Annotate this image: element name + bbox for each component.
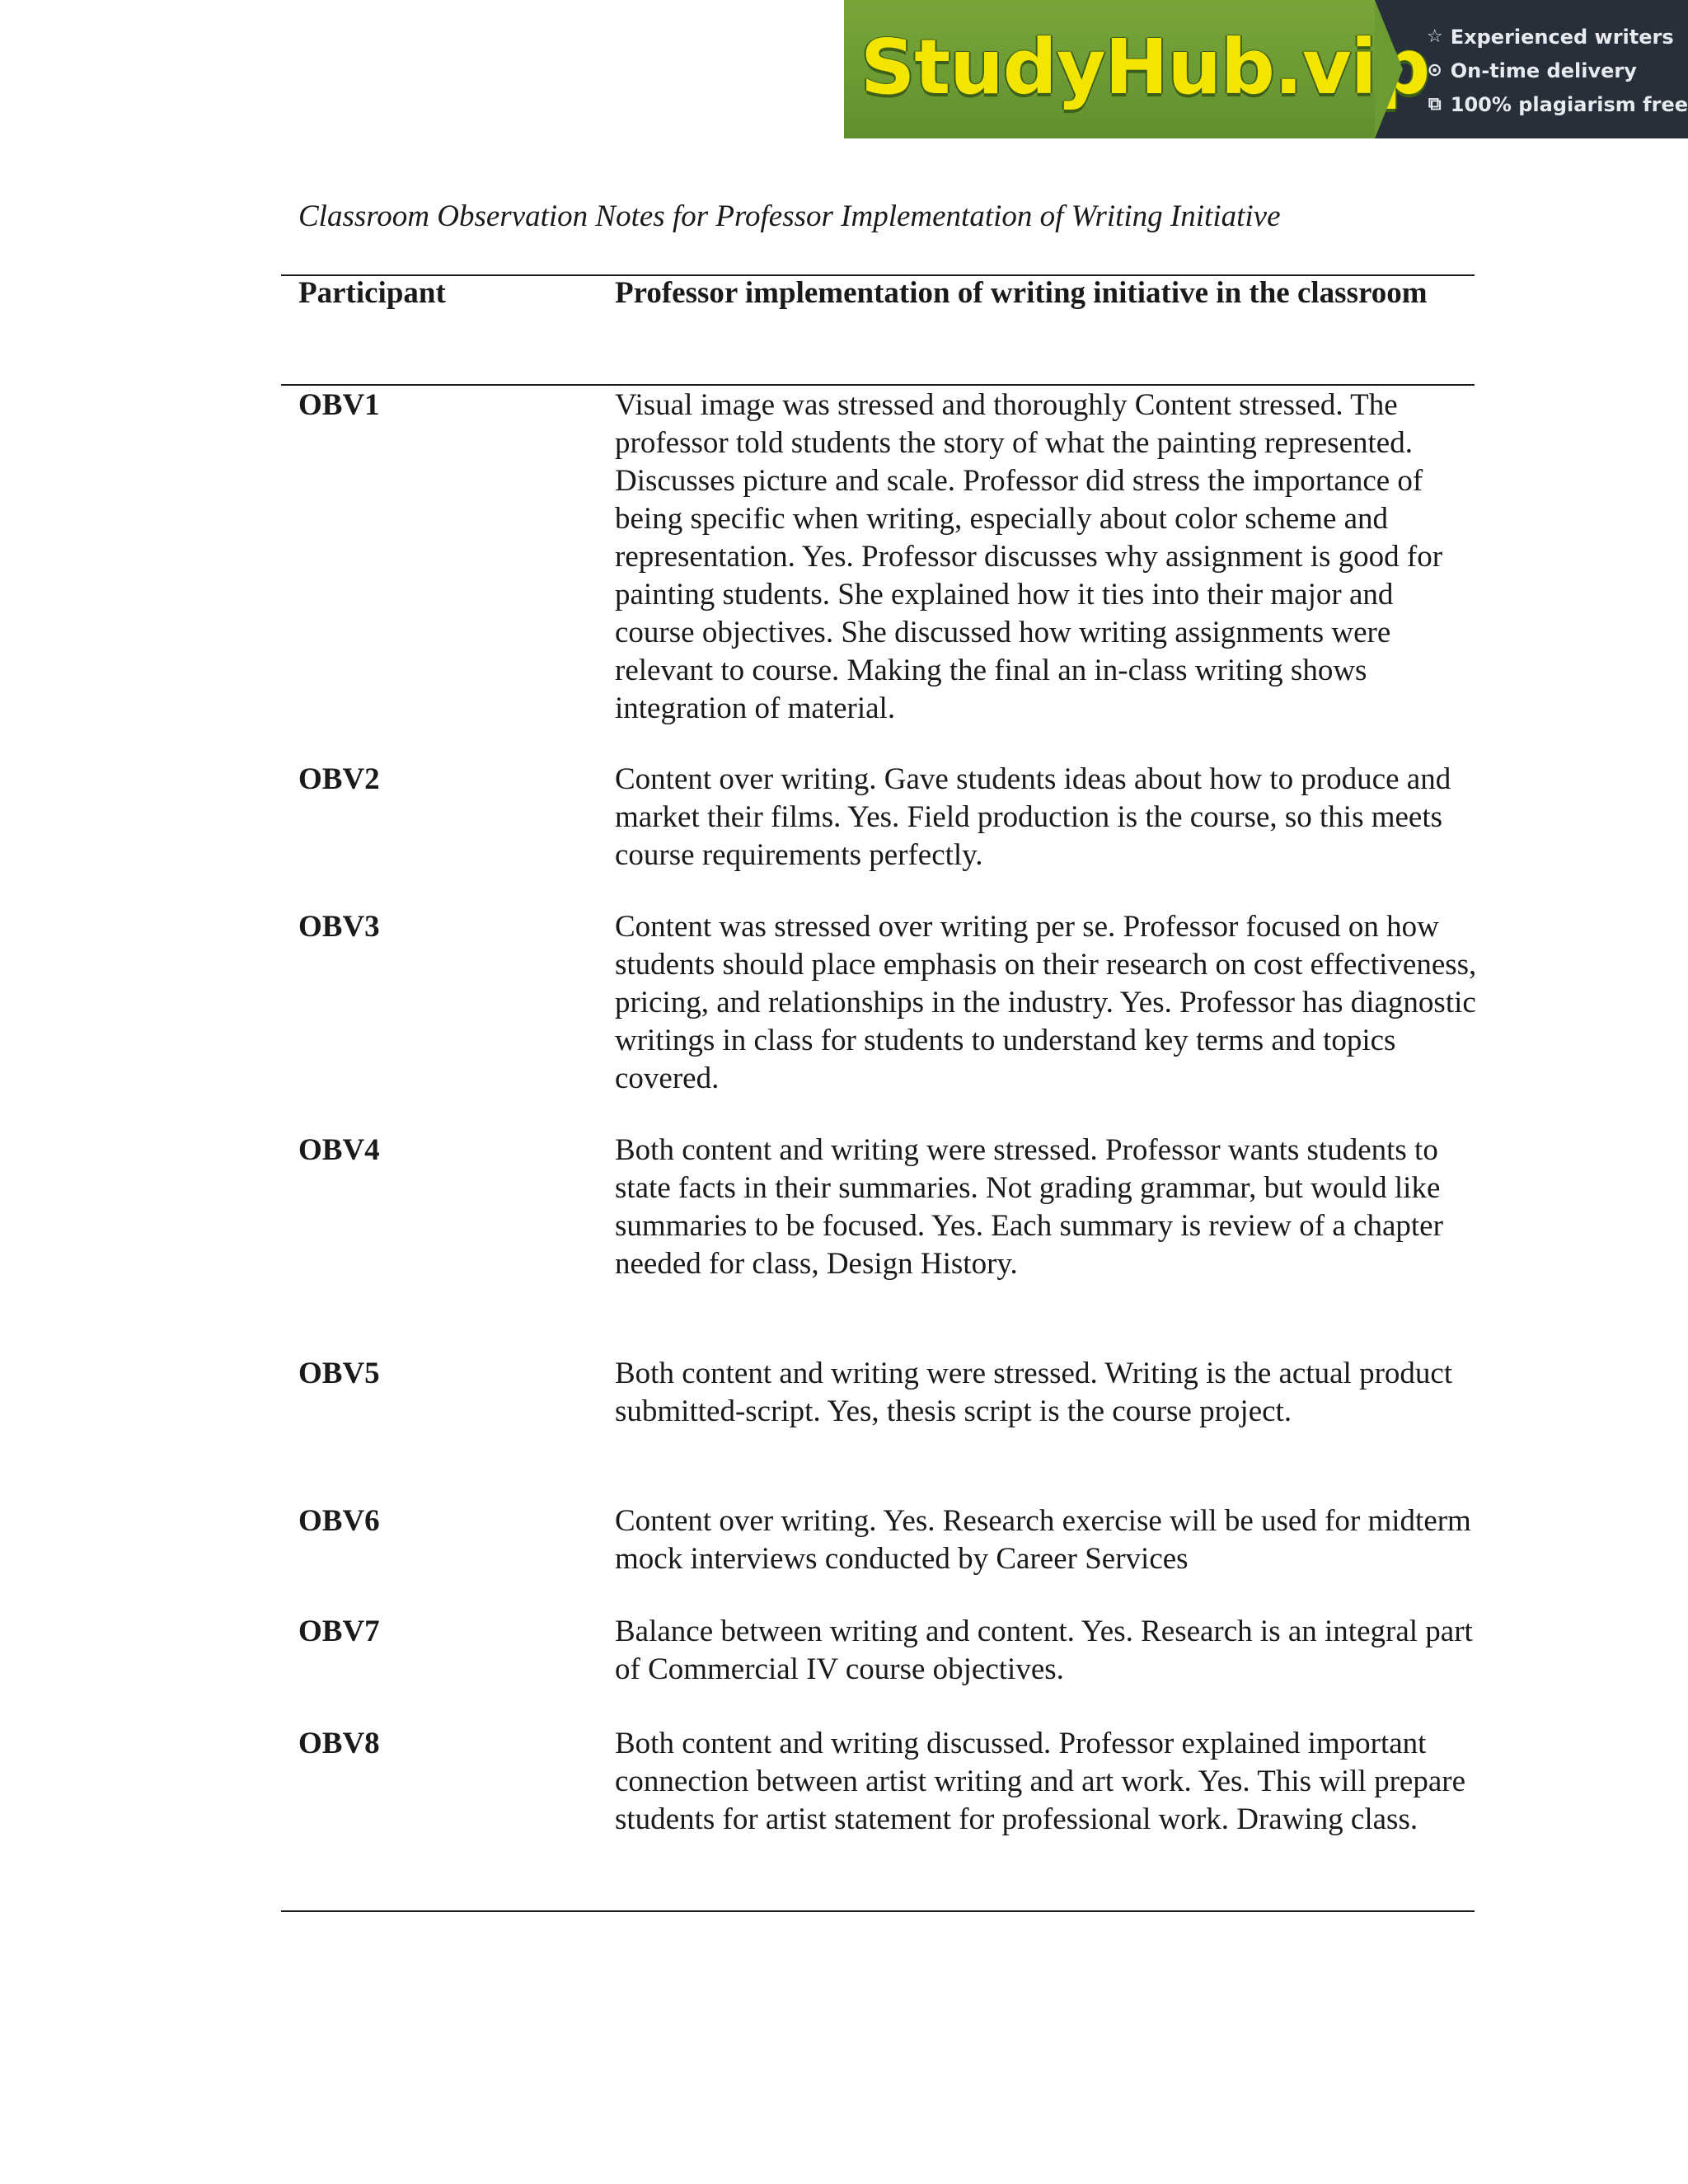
- column-header-participant: Participant: [298, 276, 446, 310]
- row-participant-id: OBV2: [298, 762, 380, 796]
- feature-label: 100% plagiarism free: [1450, 92, 1688, 116]
- row-observation-text: Content over writing. Yes. Research exercise will be used for midterm mock interviews conducted by Career Services: [615, 1504, 1471, 1576]
- studyhub-banner[interactable]: [844, 0, 1688, 138]
- feature-on-time-delivery: [1424, 54, 1688, 87]
- row-observation-text: Both content and writing were stressed. Writing is the actual product submitted-script. Yes, thesis script is the course project.: [615, 1357, 1453, 1428]
- row-participant-id: OBV1: [298, 388, 380, 422]
- table-bottom-rule: [281, 1910, 1475, 1912]
- row-participant-id: OBV4: [298, 1133, 380, 1167]
- logo-text: StudyHub.vip: [860, 23, 1430, 111]
- star-icon: ☆: [1426, 26, 1443, 47]
- row-participant-id: OBV5: [298, 1357, 380, 1390]
- row-observation-text: Both content and writing discussed. Professor explained important connection between artist writing and art work. Yes. This will prepare students for artist statement for professional work. Drawing class.: [615, 1727, 1465, 1836]
- feature-plagiarism-free: [1424, 87, 1688, 121]
- row-participant-id: OBV7: [298, 1615, 380, 1648]
- row-observation-text: Balance between writing and content. Yes. Research is an integral part of Commercial IV course objectives.: [615, 1615, 1473, 1686]
- column-header-implementation: Professor implementation of writing initiative in the classroom: [615, 276, 1428, 310]
- feature-label: On-time delivery: [1450, 59, 1637, 82]
- row-participant-id: OBV8: [298, 1727, 380, 1760]
- row-participant-id: OBV3: [298, 910, 380, 944]
- feature-label: Experienced writers: [1450, 25, 1674, 49]
- row-participant-id: OBV6: [298, 1504, 380, 1538]
- studyhub-logo: [844, 0, 1430, 138]
- row-observation-text: Visual image was stressed and thoroughly Content stressed. The professor told students the story of what the painting represented. Discusses picture and scale. Professor did stress the importance of being specific when writing, especially about color scheme and representation. Yes. Professor discusses why assignment is good for painting students. She explained how it ties into their major and course objectives. She discussed how writing assignments were relevant to course. Making the final an in-class writing shows integration of material.: [615, 388, 1443, 725]
- row-observation-text: Both content and writing were stressed. Professor wants students to state facts in their summaries. Not grading grammar, but would like summaries to be focused. Yes. Each summary is review of a chapter needed for class, Design History.: [615, 1133, 1443, 1281]
- document-title: Classroom Observation Notes for Professor Implementation of Writing Initiative: [298, 199, 1281, 233]
- feature-experienced-writers: [1424, 20, 1688, 54]
- table-header-rule: [281, 384, 1475, 386]
- row-observation-text: Content over writing. Gave students ideas about how to produce and market their films. Yes. Field production is the course, so this meets course requirements perfectly.: [615, 762, 1451, 872]
- copy-icon: ⧉: [1428, 94, 1442, 115]
- clock-icon: ⊙: [1427, 60, 1442, 81]
- row-observation-text: Content was stressed over writing per se. Professor focused on how students should place emphasis on their research on cost effectiveness, pricing, and relationships in the industry. Yes. Professor has diagnostic writings in class for students to understand key terms and topics covered.: [615, 910, 1477, 1095]
